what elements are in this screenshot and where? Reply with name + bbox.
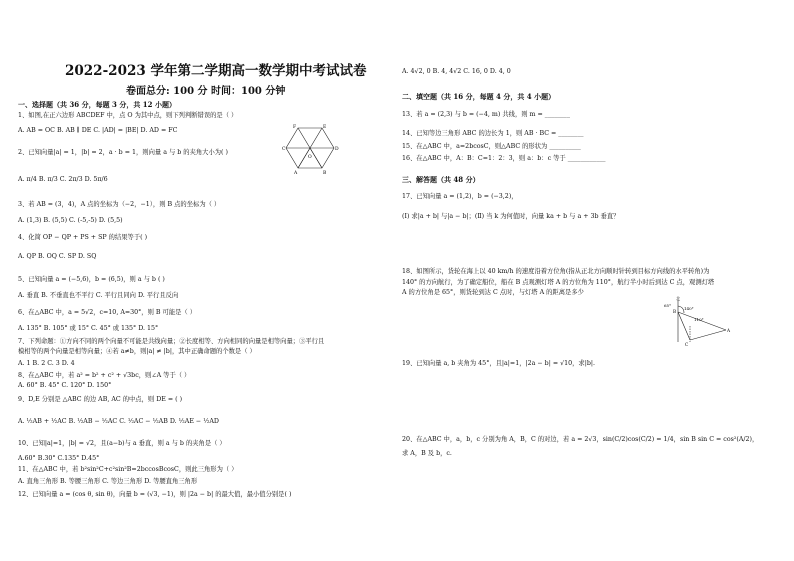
q1-options: A. AB = OC B. AB ∥ DE C. |AD| = |BE| D. AD = FC — [18, 127, 178, 134]
q6-options: A. 135° B. 105° 或 15° C. 45° 或 135° D. 15° — [18, 325, 159, 332]
hex-label-e: E — [323, 125, 327, 130]
hex-label-o: O — [308, 155, 312, 160]
ship-angle-110: 110° — [694, 317, 704, 322]
hex-label-d: D — [335, 147, 339, 152]
ship-label-north: 北 — [676, 296, 681, 301]
q15: 15、在△ABC 中，a=2bcosC，则△ABC 的形状为 __________ — [402, 143, 581, 150]
q14: 14、已知等边三角形 ABC 的边长为 1，则 AB · BC = ________ — [402, 130, 584, 137]
q6-stem: 6、在△ABC 中，a = 5√2，c=10, A=30°，则 B 可能是（ ） — [18, 309, 197, 316]
exam-title: 2022-2023 学年第二学期高一数学期中考试试卷 — [65, 63, 367, 79]
q4-stem: 4、化简 OP − QP + PS + SP 的结果等于( ) — [18, 234, 148, 241]
q5-stem: 5、已知向量 a = (−5,6)，b = (6,5)，则 a 与 b ( ) — [18, 276, 165, 283]
q7-stem-2: 模相等的两个向量是相等向量；④若 a≠b，则|a| ≠ |b|，其中正确命题的个数是（ ） — [18, 348, 256, 355]
q17-stem: 17、已知向量 a = (1,2)，b = (−3,2)， — [402, 193, 518, 200]
q7-options: A. 1 B. 2 C. 3 D. 4 — [18, 360, 75, 367]
q7-stem-1: 7、下列命题：①方向不同的两个向量不可能是共线向量；②长度相等、方向相同的向量是相等向量；③平行且 — [18, 338, 325, 345]
hex-label-f: F — [293, 125, 297, 130]
ship-label-b: B — [673, 309, 677, 314]
q8-stem: 8、在△ABC 中，若 a² = b² + c² + √3bc，则∠A 等于（ ） — [18, 372, 191, 379]
q9-options: A. ½AB + ½AC B. ½AB − ½AC C. ½AC − ½AB D. ½AE − ½AD — [18, 418, 219, 425]
hex-label-b: B — [323, 171, 327, 174]
hexagon-figure — [282, 124, 340, 174]
q10-options: A.60° B.30° C.135° D.45° — [18, 455, 100, 462]
q9-stem: 9、D,E 分别是 △ABC 的边 AB, AC 的中点，则 DE = ( ) — [18, 396, 183, 403]
ship-angle-140: 140° — [684, 306, 694, 311]
q4-options: A. QP B. OQ C. SP D. SQ — [18, 253, 97, 260]
q1-stem: 1、如图,在正六边形 ABCDEF 中，点 O 为其中点，则下列判断错误的是（ ） — [18, 112, 238, 119]
q20-line-1: 20、在△ABC 中，a，b，c 分别为角 A，B，C 的对边，若 a = 2√3，sin(C/2)cos(C/2) = 1/4，sin B sin C = cos²(A/2)， — [402, 436, 759, 443]
exam-meta: 卷面总分: 100 分 时间：100 分钟 — [126, 86, 286, 97]
q3-options: A. (1,3) B. (5,5) C. (-5,-5) D. (5,5) — [18, 217, 123, 224]
q12-options: A. 4√2, 0 B. 4, 4√2 C. 16, 0 D. 4, 0 — [402, 68, 511, 75]
section-choice-heading: 一、选择题（共 36 分，每题 3 分，共 12 小题） — [18, 100, 176, 109]
q11-stem: 11、在△ABC 中，若 b²sin²C+c²sin²B=2bccosBcosC，则此三角形为（ ） — [18, 466, 238, 473]
q18-line-2: 140° 的方向航行，为了确定船位，船在 B 点观测灯塔 A 的方位角为 110°，航行半小时后到达 C 点，观测灯塔 — [402, 279, 715, 286]
q2-stem: 2、已知向量|a| = 1，|b| = 2，a · b = 1，则向量 a 与 b 的夹角大小为( ) — [18, 149, 228, 156]
q17-parts: (Ⅰ) 求|a + b| 与|a − b|；(Ⅱ) 当 k 为何值时，向量 ka + b 与 a + 3b 垂直？ — [402, 213, 620, 220]
q19: 19、已知向量 a, b 夹角为 45°，且|a|=1，|2a − b| = √10，求|b|. — [402, 360, 595, 367]
ship-label-c: C — [685, 342, 689, 346]
section-fill-heading: 二、填空题（共 16 分，每题 4 分，共 4 小题） — [402, 92, 556, 101]
q3-stem: 3、若 AB = (3，4)，A 点的坐标为（−2，−1），则 B 点的坐标为（ ） — [18, 201, 221, 208]
ship-angle-65: 65° — [664, 303, 672, 308]
q18-line-3: A 的方位角是 65°，则货轮到达 C 点时，与灯塔 A 的距离是多少 — [402, 289, 584, 296]
section-answer-heading: 三、解答题（共 48 分） — [402, 175, 480, 184]
q10-stem: 10、已知|a|=1，|b| = √2，且(a−b)与 a 垂直，则 a 与 b 的夹角是（ ） — [18, 440, 226, 447]
q18-line-1: 18、如图所示，货轮在海上以 40 km/h 的速度沿着方位角(指从正北方向顺时针转到目标方向线的水平转角)为 — [402, 268, 710, 275]
q12-stem: 12、已知向量 a = (cos θ, sin θ)，向量 b = (√3, −1)，则 |2a − b| 的最大值，最小值分别是( ) — [18, 491, 292, 498]
q8-options: A. 60° B. 45° C. 120° D. 150° — [18, 382, 112, 389]
ship-label-a: A — [727, 328, 731, 333]
ship-bearing-figure — [660, 296, 732, 346]
q5-options: A. 垂直 B. 不垂直也不平行 C. 平行且同向 D. 平行且反向 — [18, 292, 179, 299]
q11-options: A. 直角三角形 B. 等腰三角形 C. 等边三角形 D. 等腰直角三角形 — [18, 478, 198, 485]
hex-label-c: C — [282, 147, 286, 152]
q2-options: A. π/4 B. π/3 C. 2π/3 D. 5π/6 — [18, 176, 108, 183]
q16: 16、在△ABC 中，A：B：C=1：2：3，则 a：b：c 等于 ____________ — [402, 155, 606, 162]
q13: 13、若 a = (2,3) 与 b = (−4, m) 共线，则 m = ________ — [402, 111, 570, 118]
q20-line-2: 求 A，B 及 b，c. — [402, 450, 452, 457]
hex-label-a: A — [294, 171, 298, 174]
